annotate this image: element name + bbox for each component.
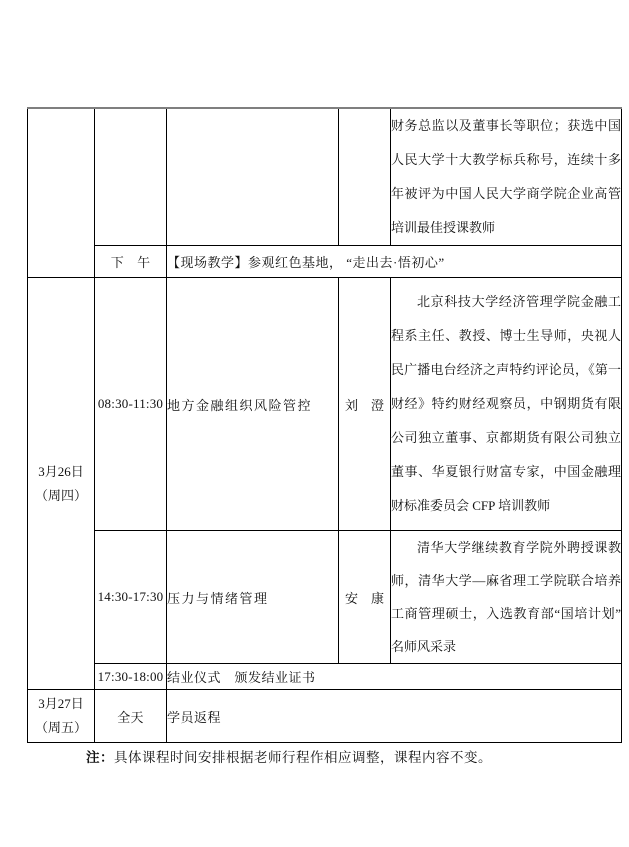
time-cell-empty <box>95 108 167 246</box>
table-row <box>28 690 622 743</box>
table-row <box>28 108 622 246</box>
activity-cell-field-teaching: 【现场教学】参观红色基地， “走出去·悟初心” <box>167 246 622 278</box>
schedule-table <box>27 107 622 743</box>
table-row <box>28 664 622 690</box>
teacher-cell-liu-cheng: 刘 澄 <box>339 278 391 531</box>
date-line1: 3月27日 <box>38 696 84 711</box>
date-line2: （周五） <box>34 720 87 735</box>
footnote-label: 注： <box>86 750 114 765</box>
time-cell-afternoon: 下 午 <box>95 246 167 278</box>
course-cell-stress-management: 压力与情绪管理 <box>167 531 339 664</box>
bio-cell-an-kang <box>391 531 622 664</box>
date-cell-mar26 <box>28 278 95 690</box>
activity-cell-departure: 学员返程 <box>167 690 622 743</box>
date-cell-empty <box>28 108 95 278</box>
date-line2: （周四） <box>34 487 87 503</box>
time-cell-afternoon-course: 14:30-17:30 <box>95 531 167 664</box>
teacher-cell-an-kang: 安 康 <box>339 531 391 664</box>
table-row <box>28 246 622 278</box>
time-cell-morning: 08:30-11:30 <box>95 278 167 531</box>
date-cell-mar27 <box>28 690 95 743</box>
teacher-cell-empty <box>339 108 391 246</box>
course-cell-risk-control: 地方金融组织风险管控 <box>167 278 339 531</box>
bio-text: 财务总监以及董事长等职位；获选中国人民大学十大教学标兵称号，连续十多年被评为中国人民大学商学院企业高管培训最佳授课教师 <box>391 118 621 235</box>
table-row <box>28 531 622 664</box>
course-cell-empty <box>167 108 339 246</box>
time-cell-closing: 17:30-18:00 <box>95 664 167 690</box>
bio-text: 清华大学继续教育学院外聘授课教师，清华大学—麻省理工学院联合培养工商管理硕士，入选教育部“国培计划”名师风采录 <box>391 540 621 654</box>
footnote-text: 具体课程时间安排根据老师行程作相应调整，课程内容不变。 <box>114 750 492 765</box>
bio-cell-liu-cheng <box>391 278 622 531</box>
bio-text: 北京科技大学经济管理学院金融工程系主任、教授、博士生导师，央视人民广播电台经济之声特约评论员，《第一财经》特约财经观察员，中钢期货有限公司独立董事、京都期货有限公司独立董事、华夏银行财富专家，中国金融理财标准委员会 CFP 培训教师 <box>391 294 621 513</box>
footnote <box>86 746 492 766</box>
bio-cell-continued <box>391 108 622 246</box>
time-cell-allday: 全天 <box>95 690 167 743</box>
table-row <box>28 278 622 531</box>
activity-cell-closing-ceremony: 结业仪式 颁发结业证书 <box>167 664 622 690</box>
date-line1: 3月26日 <box>38 463 84 479</box>
